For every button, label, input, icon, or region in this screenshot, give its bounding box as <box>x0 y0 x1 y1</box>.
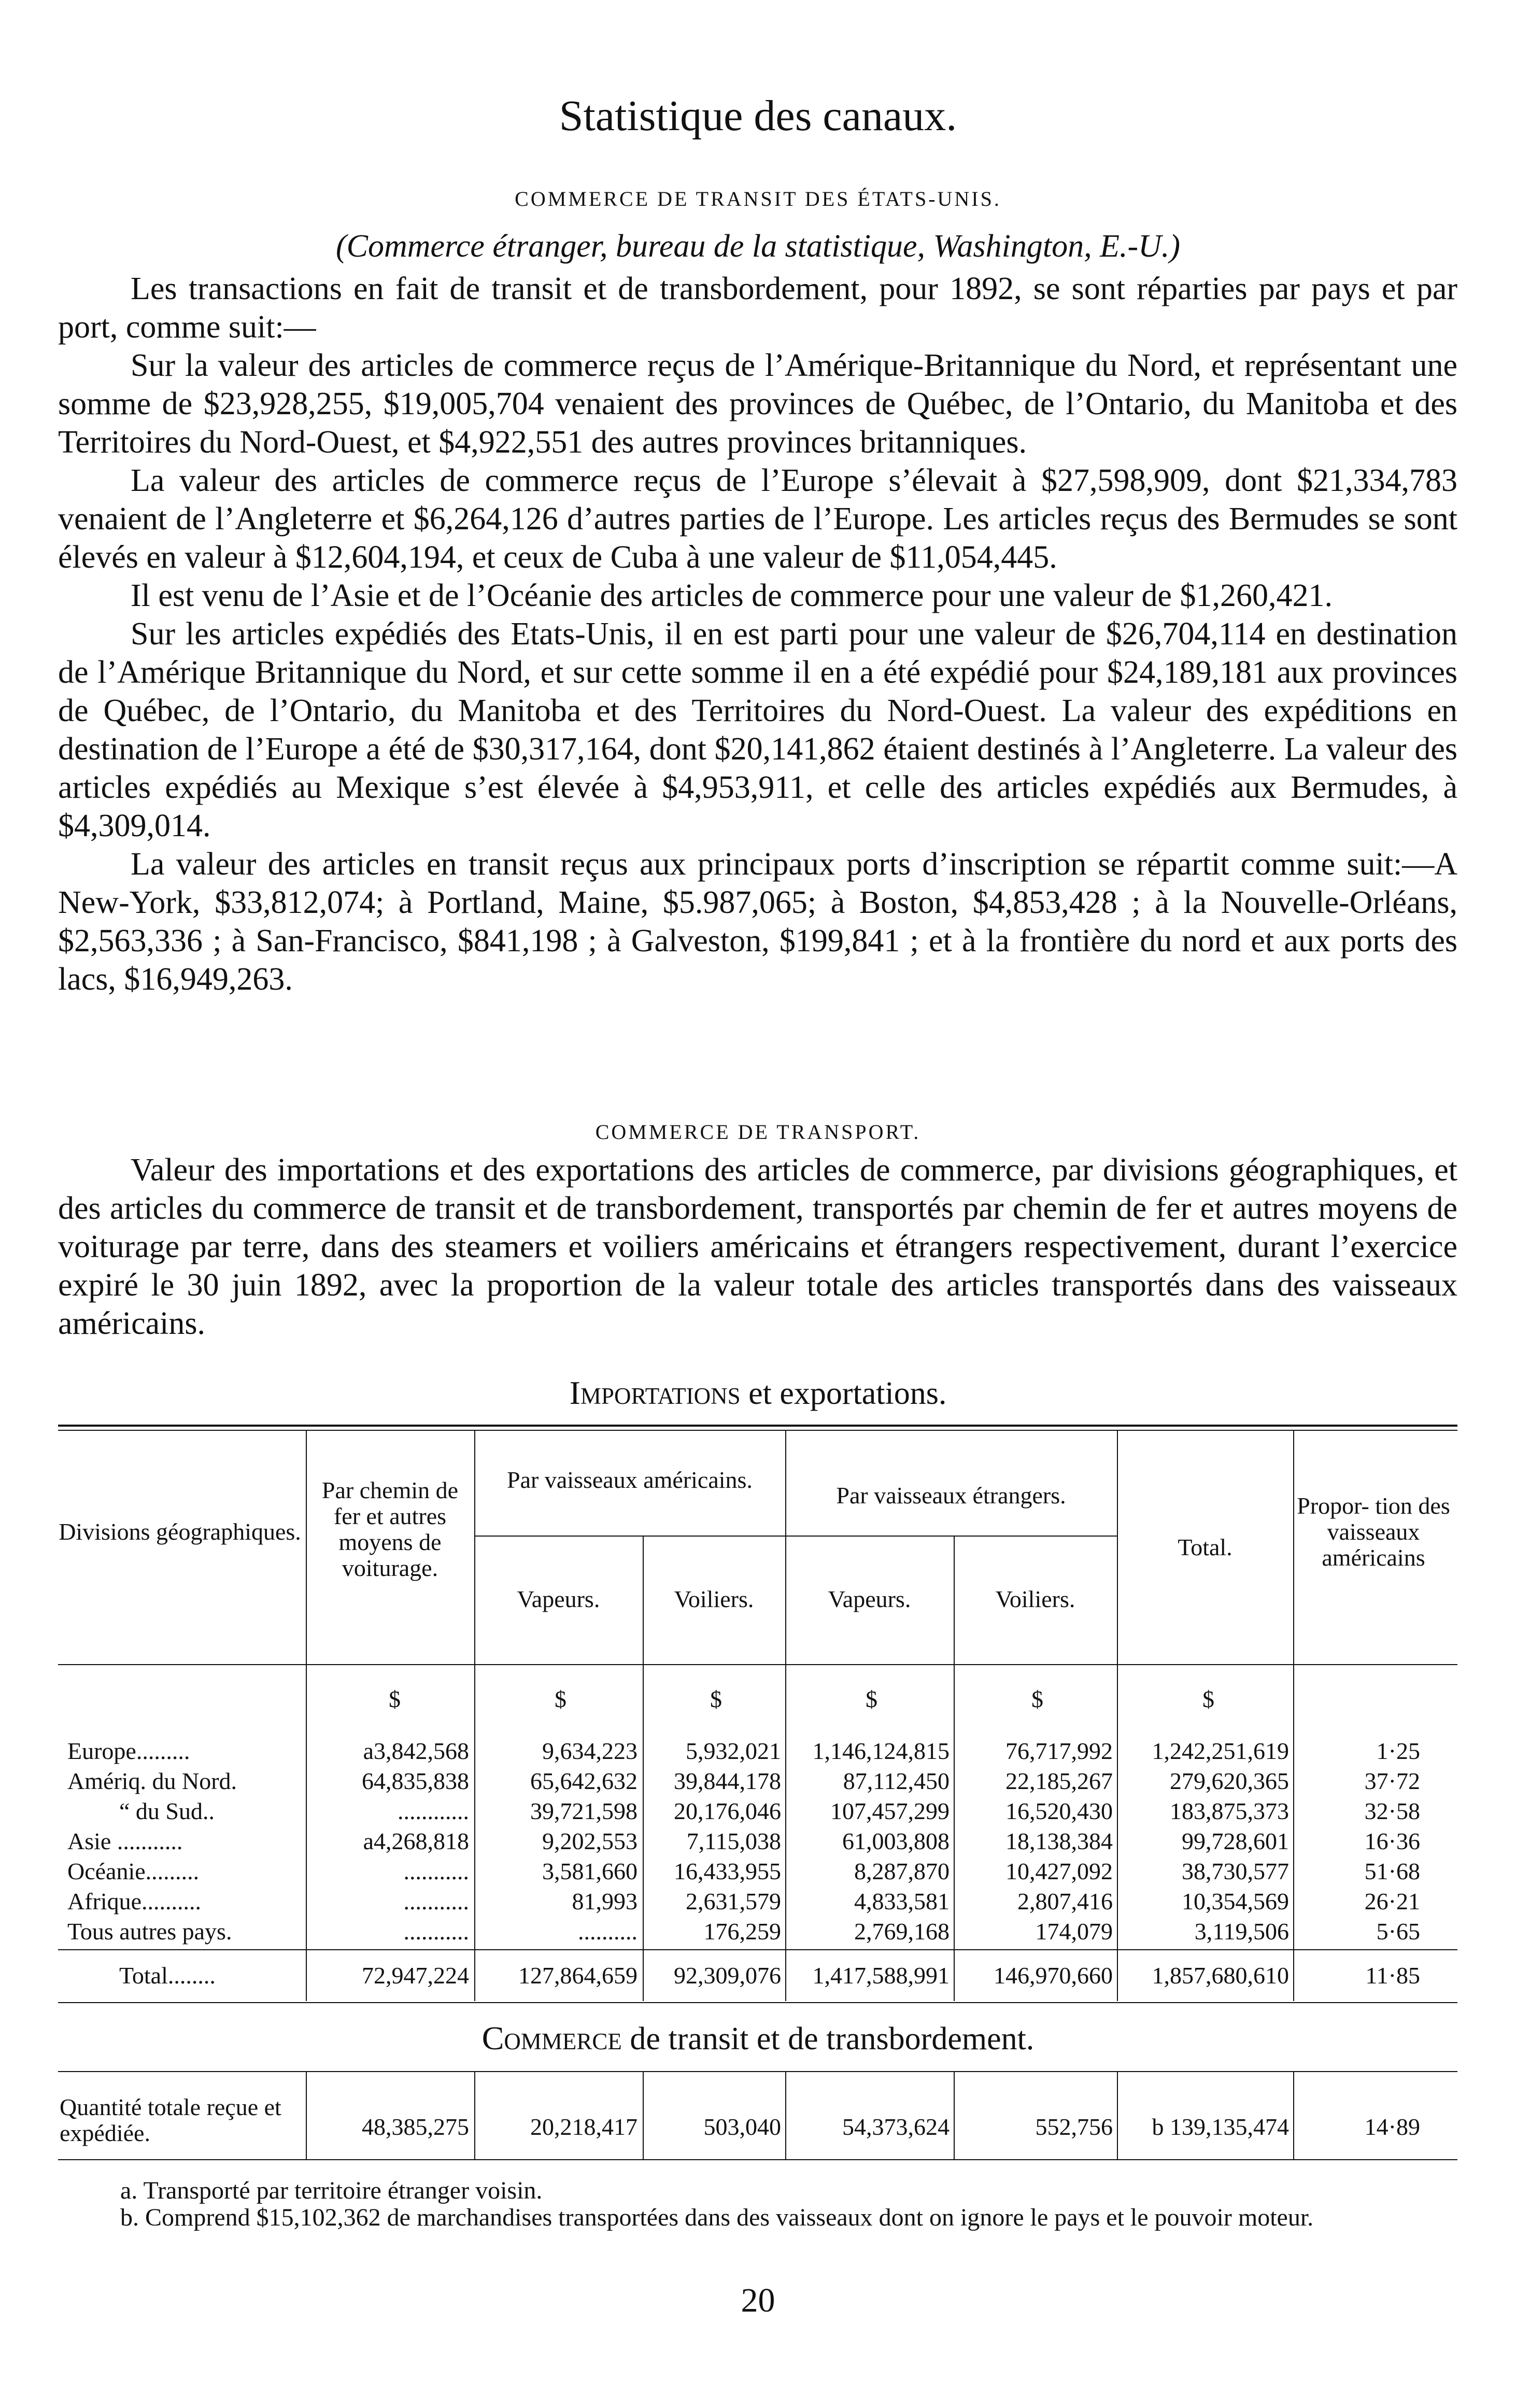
body-text <box>58 270 1457 998</box>
cell-total: 279,620,365 <box>1170 1768 1289 1794</box>
col-header-proportion: Propor- tion des vaisseaux américains <box>1297 1492 1450 1571</box>
table-title <box>0 1374 1516 1412</box>
cell-am-sail: 92,309,076 <box>674 1962 781 1989</box>
col-divider <box>1117 1431 1118 2001</box>
col-divider <box>785 2072 786 2159</box>
paragraph: Sur les articles expédiés des Etats-Unis, il en est parti pour une valeur de $26,704,114 en destination de l’Amérique Britannique du Nord, et sur cette somme il en a été expédié pour $24,189,181 aux provinces de Québec, de l’Ontario, du Manitoba et des Territoires du Nord-Ouest. La valeur des expéditions en destination de l’Europe a été de $30,317,164, dont $20,141,862 étaient destinés à l’Angleterre. La valeur des articles expédiés au Mexique s’est élevée à $4,953,911, et celle des articles expédiés aux Bermudes, à $4,309,014. <box>58 616 1457 843</box>
row-label: Asie ........... <box>67 1828 183 1854</box>
col-divider <box>1117 2072 1118 2159</box>
cell-rail: 72,947,224 <box>362 1962 469 1989</box>
cell-fr-sail: 174,079 <box>1035 1918 1113 1945</box>
cell-rail: ........... <box>403 1858 469 1884</box>
col-divider <box>474 1431 475 2001</box>
cell-fr-sail: 22,185,267 <box>1005 1768 1113 1794</box>
cell-fr-sail: 2,807,416 <box>1017 1888 1113 1914</box>
cell-fr-steam: 2,769,168 <box>854 1918 950 1945</box>
cell-total: 3,119,506 <box>1194 1918 1289 1945</box>
col-header-american: Par vaisseaux américains. <box>507 1467 753 1493</box>
cell-fr-steam: 54,373,624 <box>842 2114 950 2140</box>
cell-am-sail: 5,932,021 <box>686 1738 781 1764</box>
transit-title-rest: de transit et de transbordement. <box>621 2021 1035 2057</box>
cell-proportion: 51·68 <box>1364 1858 1420 1884</box>
footnote-a: a. Transporté par territoire étranger voisin. <box>120 2177 543 2204</box>
row-label: Océanie......... <box>67 1858 200 1884</box>
cell-am-sail: 39,844,178 <box>674 1768 781 1794</box>
paragraph: Les transactions en fait de transit et de transbordement, pour 1892, se sont réparties par pays et par port, comme suit:— <box>58 271 1457 345</box>
cell-am-steam: 9,202,553 <box>542 1828 637 1854</box>
cell-proportion: 1·25 <box>1376 1738 1420 1764</box>
col-divider <box>954 1536 955 2001</box>
cell-am-steam: .......... <box>578 1918 637 1945</box>
source-citation: (Commerce étranger, bureau de la statistique, Washington, E.-U.) <box>335 229 1181 264</box>
cell-total: 99,728,601 <box>1182 1828 1289 1854</box>
cell-fr-sail: 146,970,660 <box>994 1962 1113 1989</box>
col-divider <box>1293 1431 1294 2001</box>
col-divider <box>954 2072 955 2159</box>
cell-proportion: 26·21 <box>1364 1888 1420 1914</box>
col-divider <box>785 1431 786 2001</box>
cell-am-steam: 3,581,660 <box>542 1858 637 1884</box>
cell-fr-steam: 1,417,588,991 <box>812 1962 950 1989</box>
cell-am-steam: 9,634,223 <box>542 1738 637 1764</box>
footnotes <box>58 2177 1457 2231</box>
row-label: Tous autres pays. <box>67 1918 232 1945</box>
total-bottom-rule <box>58 2002 1457 2003</box>
cell-fr-steam: 87,112,450 <box>843 1768 950 1794</box>
cell-proportion: 37·72 <box>1364 1768 1420 1794</box>
cell-total: 183,875,373 <box>1170 1798 1289 1824</box>
cell-rail: a4,268,818 <box>363 1828 469 1854</box>
paragraph: Il est venu de l’Asie et de l’Océanie des articles de commerce pour une valeur de $1,260,421. <box>131 578 1333 613</box>
cell-fr-steam: 8,287,870 <box>854 1858 950 1884</box>
cell-rail: 64,835,838 <box>362 1768 469 1794</box>
cell-total: 1,857,680,610 <box>1152 1962 1289 1989</box>
row-label: Europe......... <box>67 1738 190 1764</box>
cell-am-sail: 20,176,046 <box>674 1798 781 1824</box>
col-header-divisions: Divisions géographiques. <box>59 1518 301 1545</box>
group-rule <box>474 1536 1117 1537</box>
cell-rail: a3,842,568 <box>363 1738 469 1764</box>
cell-rail: ........... <box>403 1888 469 1914</box>
footnote-b: b. Comprend $15,102,362 de marchandises transportées dans des vaisseaux dont on ignore le pays et le pouvoir moteur. <box>120 2204 1314 2231</box>
cell-am-sail: 176,259 <box>703 1918 781 1945</box>
table-top-rule-2 <box>58 1430 1457 1431</box>
cell-fr-steam: 61,003,808 <box>842 1828 950 1854</box>
page-title: Statistique des canaux. <box>559 92 957 140</box>
col-divider <box>306 2072 307 2159</box>
cell-fr-sail: 18,138,384 <box>1005 1828 1113 1854</box>
table-title-rest: et exportations. <box>740 1376 947 1411</box>
cell-am-sail: 2,631,579 <box>686 1888 781 1914</box>
header-bottom-rule <box>58 1664 1457 1665</box>
transit-bottom-rule <box>58 2159 1457 2160</box>
col-header-am-steam: Vapeurs. <box>517 1586 600 1612</box>
cell-am-sail: 503,040 <box>703 2114 781 2140</box>
cell-am-steam: 20,218,417 <box>530 2114 637 2140</box>
cell-proportion: 32·58 <box>1364 1798 1420 1824</box>
transit-top-rule <box>58 2071 1457 2072</box>
col-header-am-sail: Voiliers. <box>674 1586 754 1612</box>
col-header-rail: Par chemin de fer et autres moyens de voiturage. <box>321 1477 459 1581</box>
row-label: “ du Sud.. <box>119 1798 215 1824</box>
cell-fr-steam: 1,146,124,815 <box>812 1738 950 1764</box>
row-label: Amériq. du Nord. <box>67 1768 237 1794</box>
section-heading: COMMERCE DE TRANSIT DES ÉTATS-UNIS. <box>515 187 1001 210</box>
dollar-sign: $ <box>389 1686 401 1712</box>
cell-am-steam: 65,642,632 <box>530 1768 637 1794</box>
dollar-sign: $ <box>866 1686 877 1712</box>
cell-proportion: 14·89 <box>1364 2114 1420 2140</box>
col-divider <box>474 2072 475 2159</box>
cell-am-sail: 16,433,955 <box>674 1858 781 1884</box>
table-top-rule <box>58 1425 1457 1427</box>
cell-total: 1,242,251,619 <box>1152 1738 1289 1764</box>
cell-fr-sail: 552,756 <box>1035 2114 1113 2140</box>
body-bottom-rule <box>58 1949 1457 1950</box>
cell-rail: ............ <box>398 1798 469 1824</box>
dollar-sign: $ <box>1031 1686 1043 1712</box>
col-header-total: Total. <box>1178 1534 1232 1560</box>
cell-proportion: 16·36 <box>1364 1828 1420 1854</box>
cell-rail: ........... <box>403 1918 469 1945</box>
cell-fr-sail: 16,520,430 <box>1005 1798 1113 1824</box>
cell-rail: 48,385,275 <box>362 2114 469 2140</box>
cell-proportion: 11·85 <box>1365 1962 1420 1989</box>
cell-total: 10,354,569 <box>1182 1888 1289 1914</box>
cell-total: 38,730,577 <box>1182 1858 1289 1884</box>
cell-fr-sail: 10,427,092 <box>1005 1858 1113 1884</box>
paragraph: Valeur des importations et des exportations des articles de commerce, par divisions géographiques, et des articles du commerce de transit et de transbordement, transportés par chemin de fer et autres moyens de voiturage par terre, dans des steamers et voiliers américains et étrangers respectivement, durant l’exercice expiré le 30 juin 1892, avec la proportion de la valeur totale des articles transportés dans des vaisseaux américains. <box>58 1152 1457 1341</box>
dollar-sign: $ <box>555 1686 566 1712</box>
col-divider <box>306 1431 307 2001</box>
col-header-foreign: Par vaisseaux étrangers. <box>836 1482 1066 1509</box>
paragraph: Sur la valeur des articles de commerce reçus de l’Amérique-Britannique du Nord, et représentant une somme de $23,928,255, $19,005,704 venaient des provinces de Québec, de l’Ontario, du Manitoba et des Territoires du Nord-Ouest, et $4,922,551 des autres provinces britanniques. <box>58 348 1457 460</box>
col-divider <box>643 1536 644 2001</box>
cell-am-steam: 127,864,659 <box>518 1962 637 1989</box>
page-number: 20 <box>741 2282 775 2319</box>
transit-title-cap: Commerce <box>481 2020 622 2057</box>
cell-fr-steam: 4,833,581 <box>854 1888 950 1914</box>
col-header-fr-steam: Vapeurs. <box>828 1586 911 1612</box>
transport-intro <box>58 1151 1457 1343</box>
col-divider <box>643 2072 644 2159</box>
cell-total: b 139,135,474 <box>1152 2114 1289 2140</box>
row-label: Total........ <box>119 1962 216 1989</box>
dollar-sign: $ <box>1202 1686 1214 1712</box>
table-title-cap: Importations <box>569 1374 741 1411</box>
row-label: Afrique.......... <box>67 1888 202 1914</box>
dollar-sign: $ <box>710 1686 722 1712</box>
cell-am-sail: 7,115,038 <box>686 1828 781 1854</box>
paragraph: La valeur des articles de commerce reçus de l’Europe s’élevait à $27,598,909, dont $21,334,783 venaient de l’Angleterre et $6,264,126 d’autres parties de l’Europe. Les articles reçus des Bermudes se sont élevés en valeur à $12,604,194, et ceux de Cuba à une valeur de $11,054,445. <box>58 463 1457 575</box>
col-header-fr-sail: Voiliers. <box>995 1586 1075 1612</box>
row-label: Quantité totale reçue et expédiée. <box>60 2094 281 2146</box>
paragraph: La valeur des articles en transit reçus aux principaux ports d’inscription se répartit comme suit:—A New-York, $33,812,074; à Portland, Maine, $5.987,065; à Boston, $4,853,428 ; à la Nouvelle-Orléans, $2,563,336 ; à San-Francisco, $841,198 ; à Galveston, $199,841 ; et à la frontière du nord et aux ports des lacs, $16,949,263. <box>58 847 1457 997</box>
cell-am-steam: 39,721,598 <box>530 1798 637 1824</box>
cell-proportion: 5·65 <box>1376 1918 1420 1945</box>
cell-am-steam: 81,993 <box>572 1888 637 1914</box>
col-divider <box>1293 2072 1294 2159</box>
transit-title <box>0 2019 1516 2058</box>
cell-fr-sail: 76,717,992 <box>1005 1738 1113 1764</box>
cell-fr-steam: 107,457,299 <box>830 1798 950 1824</box>
section-heading-transport: COMMERCE DE TRANSPORT. <box>595 1120 921 1144</box>
